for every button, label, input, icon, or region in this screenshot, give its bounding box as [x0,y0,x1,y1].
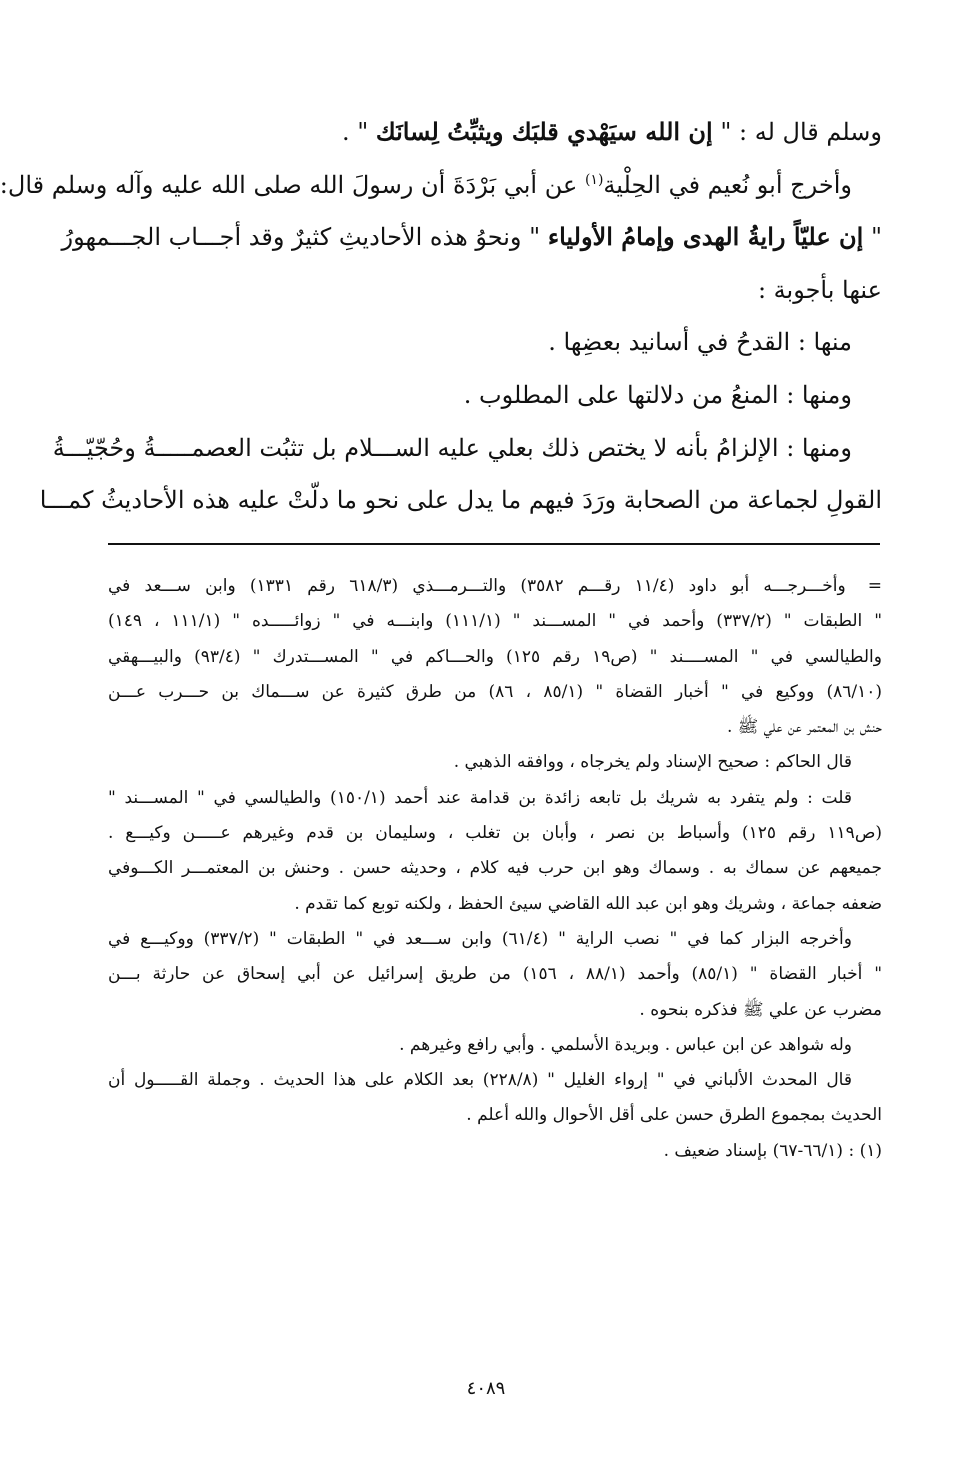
main-line-5: منها : القدحُ في أسانيد بعضِها . [548,328,852,357]
footnote-line: قال المحدث الألباني في " إرواء الغليل " (٢٢٨/٨) بعد الكلام على هذا الحديث . وجملة القـــــول أن [108,1070,852,1091]
footnote-line: (ص١١٩ رقم ١٢٥) وأسباط بن نصر ، وأبان بن تغلب ، وسليمان بن قدم وغيرهم عـــــن وكيـــع . [108,823,882,844]
continuation-marker: = [867,576,882,596]
footnote-line: قال الحاكم : صحيح الإسناد ولم يخرجاه ، ووافقه الذهبي . [453,752,852,773]
main-line-1-text: وسلم قال له : " [712,118,882,146]
main-line-2-end: عن أبي بَرْدَةَ أن رسولَ الله صلى الله عليه وآله وسلم قال: [0,170,585,199]
main-line-1-end: " . [341,118,376,146]
main-line-4: عنها بأجوبة : [757,275,882,304]
main-line-3 [61,211,882,264]
main-line-3-end: " ونحوُ هذه الأحاديثِ كثيرٌ وقد أجـــاب الجـــمهورُ [61,223,548,252]
footnote-line: حنش بن المعتمر عن علي ﷺ . [726,717,882,738]
main-line-1 [108,106,882,159]
main-line-2-text: وأخرج أبو نُعيم في الحِلْية [603,170,852,199]
footnote-text: وأخـــرجـــه أبو داود (١١/٤ رقـــم ٣٥٨٢) والتـــرمـــذي (٦١٨/٣ رقم ١٣٣١) وابن ســـعد في [108,576,846,596]
footnote-ref-1[interactable]: (١) [584,171,604,188]
footnote-line: جميعهم عن سماك به . وسماك وهو ابن حرب فيه كلام ، وحديثه حسن . وحنش بن المعتمـــر الكـــوفي [108,858,882,879]
footnote-separator [108,543,880,545]
hadith-quote-1: إن الله سيَهْدي قلبَك ويثبِّتُ لِسانَك [375,117,713,146]
footnote-line: ضعفه جماعة ، وشريك وهو ابن عبد الله القاضي سيئ الحفظ ، ولكنه توبع كما تقدم . [294,893,882,914]
footnote-line: قلت : ولم يتفرد به شريك بل تابعه زائدة بن قدامة عند أحمد (١٥٠/١) والطيالسي في " المســـند " [108,787,852,808]
hadith-quote-2: إن عليّاً رايةُ الهدى وإمامُ الأولياء [547,222,864,252]
footnote-line: مضرب عن علي ﷺ فذكره بنحوه . [639,999,882,1020]
page-number: ٤٠٨٩ [466,1378,506,1399]
main-line-2 [0,159,882,212]
footnote-line: والطيالسي في " المســــند " (ص١٩ رقم ١٢٥) والحـــاكم في " المســـتدرك " (٩٣/٤) والبيـــهقي [108,646,882,667]
footnote-1: (١) : (٦٦/١-٦٧) بإسناد ضعيف . [663,1140,882,1161]
main-line-6: ومنها : المنعُ من دلالتها على المطلوب . [463,380,852,409]
footnote-line [108,569,882,604]
main-text-body [0,106,882,527]
main-line-7: ومنها : الإلزامُ بأنه لا يختص ذلك بعلي عليه الســـلام بل تثبُت العصمـــــةُ وحُجّيّـــةُ [52,433,852,462]
footnote-line: " الطبقات " (٣٣٧/٢) وأحمد في " المســـند " (١١١/١) وابنـــه في " زوائـــــده " (١١١/١ ، ١٤٩) [108,611,883,632]
footnote-line: " أخبار القضاة " (٨٥/١) وأحمد (٨٨/١ ، ١٥٦) من طريق إسرائيل عن أبي إسحاق عن حارثة بـــن [108,964,883,985]
main-line-8: القولِ لجماعة من الصحابة ورَدَ فيهم ما يدل على نحو ما دلّتْ عليه هذه الأحاديثُ كمـــا [39,486,882,515]
main-line-3-text: " [863,223,882,252]
footnotes-section [108,569,882,1169]
footnote-line: الحديث بمجموع الطرق حسن على أقل الأحوال والله أعلم . [466,1105,882,1126]
footnote-line: (٨٦/١٠) ووكيع في " أخبار القضاة " (٨٥/١ ، ٨٦) من طرق كثيرة عن ســـماك بن حـــرب عـــن [108,681,882,702]
footnote-line: وله شواهد عن ابن عباس . وبريدة الأسلمي . وأبي رافع وغيرهم . [399,1034,852,1055]
footnote-line: وأخرجه البزار كما في " نصب الراية " (٦١/٤) وابن ســـعد في " الطبقات " (٣٣٧/٢) ووكيـــع في [108,928,852,949]
